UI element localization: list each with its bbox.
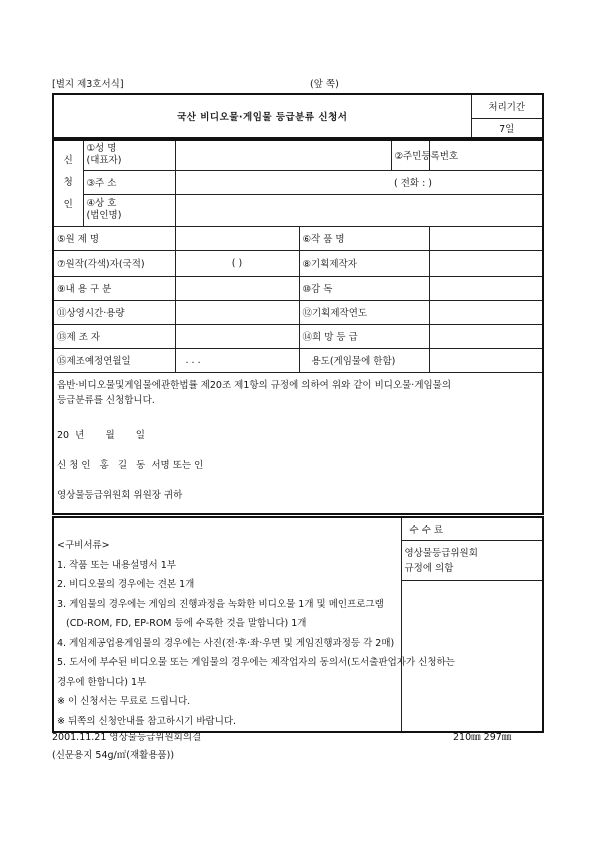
name-sublabel: (대표자) [86, 155, 122, 167]
document-item: 4. 게임제공업용게임물의 경우에는 사진(전·후·좌·우면 및 게임진행과정등 각 2매) [57, 637, 395, 649]
author-field[interactable] [175, 250, 299, 276]
address-label: ③주 소 [83, 170, 175, 194]
original-title-label: ⑤원 제 명 [53, 226, 175, 250]
fee-label: 수 수 료 [401, 517, 543, 541]
nationality-placeholder: ( ) [231, 257, 243, 269]
content-type-field[interactable] [175, 276, 299, 300]
document-item: (CD-ROM, FD, EP-ROM 등에 수록한 것을 말합니다) 1개 [57, 618, 307, 629]
processing-label: 처리기간 [471, 94, 543, 118]
content-type-label: ⑨내 용 구 분 [53, 276, 175, 300]
usage-label: 용도(게임물에 한함) [299, 348, 429, 372]
documents-section [52, 516, 544, 733]
form-title: 국산 비디오물·게임물 등급분류 신청서 [53, 94, 471, 138]
document-item: 1. 작품 또는 내용설명서 1부 [57, 559, 176, 571]
company-sublabel: (법인명) [86, 210, 122, 221]
title-block [52, 93, 544, 139]
footer-resolution: 2001.11.21 영상물등급위원회의결 [52, 732, 202, 743]
runtime-label: ⑪상영시간·용량 [53, 300, 175, 324]
company-label-cell [83, 194, 175, 226]
processing-value: 7일 [471, 118, 543, 138]
director-label: ⑩감 독 [299, 276, 429, 300]
fee-value-line-2: 규정에 의함 [404, 562, 454, 574]
document-item: 5. 도서에 부수된 비디오물 또는 게임물의 경우에는 제작업자의 동의서(도서출판업자가 신청하는 [57, 657, 455, 668]
production-year-label: ⑫기획제작연도 [299, 300, 429, 324]
manufacturer-label: ⑬제 조 자 [53, 324, 175, 348]
fee-value-line-1: 영상물등급위원회 [404, 547, 478, 559]
manufacture-date-field[interactable] [175, 348, 299, 372]
producer-label: ⑧기획제작자 [299, 250, 429, 276]
manufacture-date-value: . . . [185, 354, 201, 366]
applicant-char-2: 청 [63, 177, 73, 189]
applicant-char-1: 신 [63, 155, 73, 167]
name-label-cell [83, 140, 175, 170]
applicant-char-3: 인 [63, 199, 73, 211]
statement-block [53, 372, 543, 514]
rrn-label: ②주민등록번호 [391, 140, 429, 170]
statement-line-2: 등급분류를 신청합니다. [57, 394, 155, 406]
work-title-label: ⑥작 품 명 [299, 226, 429, 250]
address-field[interactable] [175, 170, 543, 194]
footer-paper-type: (신문용지 54g/㎡(재활용품)) [52, 750, 175, 761]
statement-addressee: 영상물등급위원회 위원장 귀하 [57, 489, 183, 501]
footer-paper-size: 210㎜ 297㎜ [453, 732, 512, 743]
company-label: ④상 호 [86, 198, 117, 209]
application-form [52, 139, 544, 515]
producer-field[interactable] [429, 250, 543, 276]
usage-field[interactable] [429, 348, 543, 372]
desired-rating-label: ⑭희 망 등 급 [299, 324, 429, 348]
production-year-field[interactable] [429, 300, 543, 324]
original-title-field[interactable] [175, 226, 299, 250]
company-field[interactable] [175, 194, 543, 226]
manufacture-date-label: ⑮제조예정연월일 [53, 348, 175, 372]
see-back-note: ※ 뒤쪽의 신청안내를 참고하시기 바랍니다. [57, 715, 237, 727]
page-side: (앞 쪽) [310, 79, 339, 90]
author-label: ⑦원작(각색)자(국적) [53, 250, 175, 276]
statement-date: 20 년 월 일 [57, 429, 145, 441]
fee-value [401, 541, 543, 581]
document-item: 2. 비디오물의 경우에는 견본 1개 [57, 579, 195, 590]
work-title-field[interactable] [429, 226, 543, 250]
free-note: ※ 이 신청서는 무료로 드립니다. [57, 696, 191, 707]
statement-line-1: 음반·비디오물및게임물에관한법률 제20조 제1항의 규정에 의하여 위와 같이 비디오물·게임물의 [57, 379, 452, 391]
manufacturer-field[interactable] [175, 324, 299, 348]
name-field[interactable] [175, 140, 391, 170]
name-label: ①성 명 [86, 143, 117, 155]
desired-rating-field[interactable] [429, 324, 543, 348]
phone-label: ( 전화 : ) [393, 178, 432, 189]
runtime-field[interactable] [175, 300, 299, 324]
director-field[interactable] [429, 276, 543, 300]
statement-signer: 신 청 인 홍 길 동 서명 또는 인 [57, 459, 204, 471]
document-item: 경우에 한합니다) 1부 [57, 676, 147, 688]
applicant-group-label [53, 140, 83, 226]
form-number: [별지 제3호서식] [52, 79, 124, 90]
documents-title: <구비서류> [57, 540, 110, 551]
document-item: 3. 게임물의 경우에는 게임의 진행과정을 녹화한 비디오물 1개 및 메인프로그램 [57, 598, 384, 610]
